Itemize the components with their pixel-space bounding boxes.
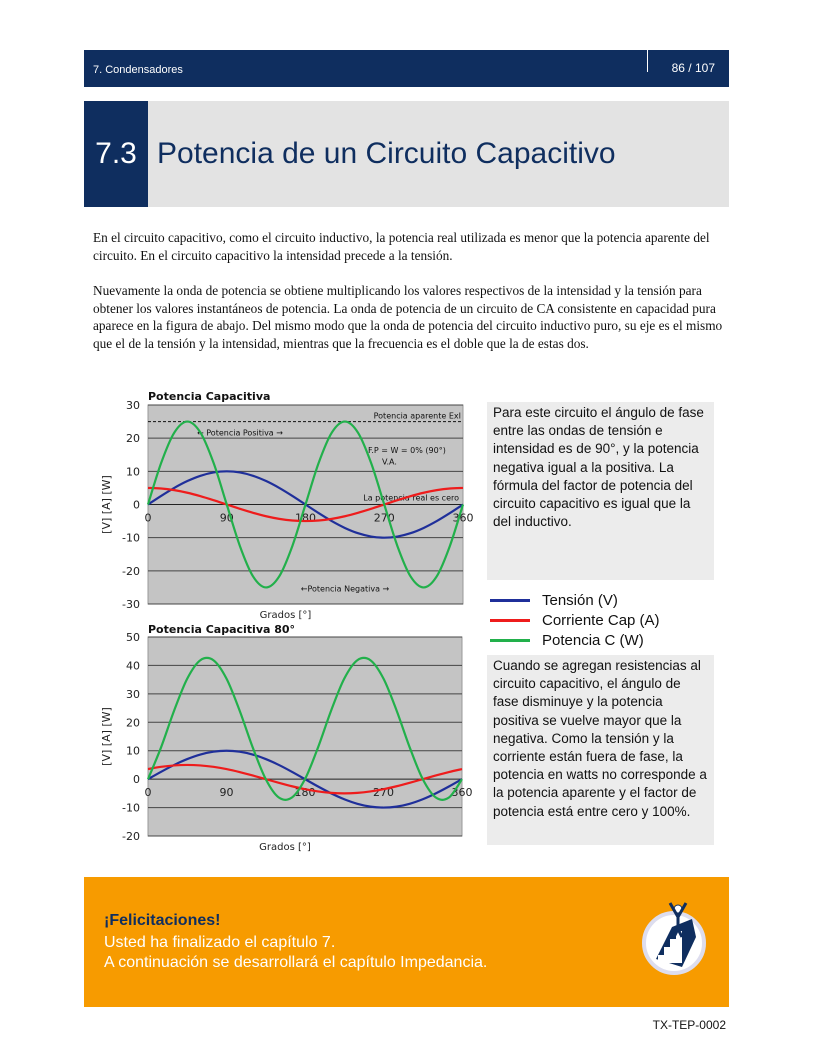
x-axis-label: Grados [°] <box>259 842 311 853</box>
annotation-positive-power: ← Potencia Positiva → <box>197 428 283 438</box>
x-tick-label: 90 <box>219 511 234 525</box>
chart-title: Potencia Capacitiva <box>148 390 271 403</box>
y-tick-label: 40 <box>126 659 140 673</box>
y-tick-label: -30 <box>122 598 140 611</box>
y-tick-label: 20 <box>126 432 140 446</box>
x-tick-label: 360 <box>451 786 473 800</box>
paragraph-1: En el circuito capacitivo, como el circuito inductivo, la potencia real utilizada es menor que la potencia aparente del circuito. En el circuito capacitivo la intensidad precede a la tensión. <box>93 230 710 263</box>
document-code: TX-TEP-0002 <box>652 1018 726 1032</box>
y-tick-label: 0 <box>133 498 140 512</box>
legend-item-current <box>490 610 660 630</box>
info-box-pure-capacitive: Para este circuito el ángulo de fase entre las ondas de tensión e intensidad es de 90°, y la potencia negativa igual a la positiva. La fórmula del factor de potencia del circuito capacitivo es igual que la del inductivo. <box>487 402 714 580</box>
annotation-real-power: La potencia real es cero <box>363 493 459 503</box>
y-axis-label: [V] [A] [W] <box>100 475 113 534</box>
y-tick-label: 10 <box>126 465 140 479</box>
y-tick-label: -20 <box>122 564 140 578</box>
y-tick-label: -10 <box>122 531 140 545</box>
x-tick-label: 360 <box>452 511 474 525</box>
info-box-with-resistance: Cuando se agregan resistencias al circuito capacitivo, el ángulo de fase disminuye y la potencia positiva se vuelve mayor que la negativa. Como la tensión y la corriente están fuera de fase, la potencia en watts no corresponde a la potencia aparente y el factor de potencia está entre cero y 100%. <box>487 655 714 845</box>
legend-item-power <box>490 630 660 650</box>
legend-label: Corriente Cap (A) <box>542 611 660 629</box>
legend-label: Tensión (V) <box>542 591 618 609</box>
y-tick-label: 10 <box>126 744 140 758</box>
y-tick-label: 20 <box>126 716 140 730</box>
congratulations-banner <box>84 877 729 1007</box>
x-tick-label: 270 <box>373 511 395 525</box>
y-tick-label: -20 <box>122 830 140 843</box>
x-axis-label: Grados [°] <box>259 610 312 621</box>
annotation-power-factor: F.P = W = 0% (90°) <box>368 446 446 456</box>
chapter-label: 7. Condensadores <box>93 64 183 76</box>
y-axis-label: [V] [A] [W] <box>100 707 113 766</box>
x-tick-label: 270 <box>373 786 394 800</box>
x-tick-label: 90 <box>219 786 234 800</box>
annotation-apparent-power: Potencia aparente ExI <box>373 411 461 421</box>
y-tick-label: 0 <box>133 773 140 787</box>
legend-item-voltage <box>490 590 660 610</box>
chart-legend <box>490 590 660 650</box>
y-tick-label: 50 <box>126 631 140 644</box>
banner-line: A continuación se desarrollará el capítulo Impedancia. <box>104 954 488 971</box>
x-tick-label: 0 <box>144 511 152 525</box>
x-tick-label: 180 <box>294 786 316 800</box>
banner-line: Usted ha finalizado el capítulo 7. <box>104 934 336 951</box>
x-tick-label: 180 <box>295 511 316 525</box>
legend-swatch <box>490 619 530 622</box>
legend-swatch <box>490 639 530 642</box>
paragraph-2: Nuevamente la onda de potencia se obtiene multiplicando los valores respectivos de la intensidad y la tensión para obtener los valores instantáneos de potencia. La onda de potencia de un circuito de CA consistente en capacidad pura aparece en la figura de abajo. Del mismo modo que la onda de potencia del circuito inductivo puro, su eje es el mismo que el de la tensión y la intensidad, mientras que la frecuencia es el doble que la de estas dos. <box>93 283 723 351</box>
x-tick-label: 0 <box>144 786 152 800</box>
banner-heading: ¡Felicitaciones! <box>104 912 221 929</box>
section-title: Potencia de un Circuito Capacitivo <box>157 137 616 170</box>
page-number: 86 / 107 <box>671 61 715 75</box>
y-tick-label: 30 <box>126 687 140 701</box>
annotation-power-factor-denominator: V.A. <box>382 457 397 467</box>
achievement-stairs-icon <box>634 897 714 977</box>
section-number: 7.3 <box>84 101 148 207</box>
legend-label: Potencia C (W) <box>542 631 644 649</box>
banner-text <box>104 933 487 973</box>
y-tick-label: 30 <box>126 399 140 412</box>
annotation-negative-power: ←Potencia Negativa → <box>300 584 390 594</box>
legend-swatch <box>490 599 530 602</box>
y-tick-label: -10 <box>122 801 140 815</box>
chart-title: Potencia Capacitiva 80° <box>148 623 296 636</box>
